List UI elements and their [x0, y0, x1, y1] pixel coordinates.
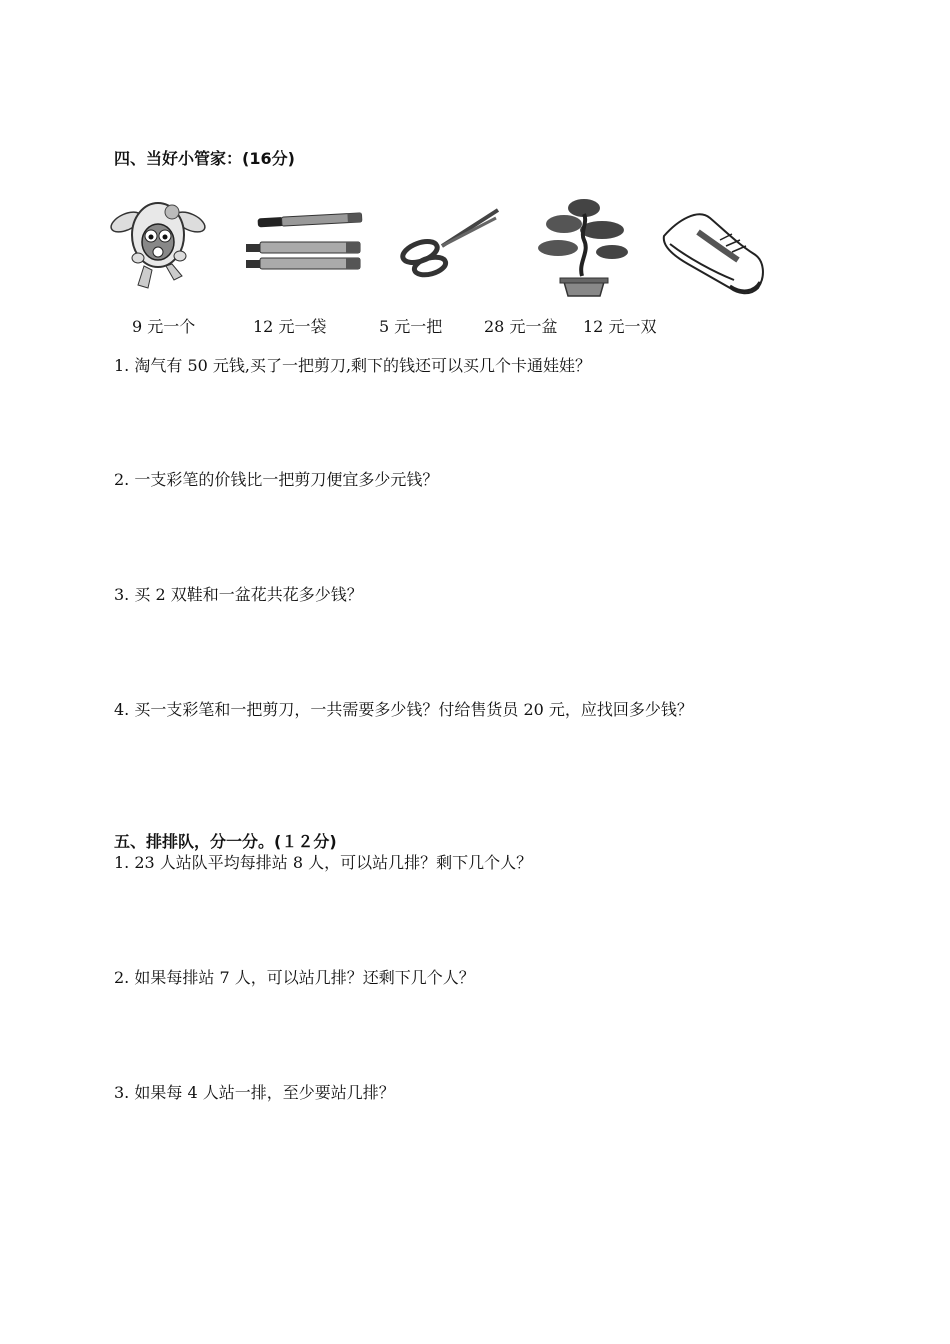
- cartoon-doll-icon: [108, 190, 208, 300]
- shoe-icon: [658, 200, 770, 298]
- section-5-heading: 五、排排队，分一分。(１２分): [114, 832, 337, 851]
- question-text: 1. 淘气有 50 元钱,买了一把剪刀,剩下的钱还可以买几个卡通娃娃？: [114, 356, 592, 375]
- question-text: 4. 买一支彩笔和一把剪刀，一共需要多少钱？付给售货员 20 元，应找回多少钱？: [114, 700, 693, 719]
- price-label: 5 元一把: [379, 317, 443, 336]
- bonsai-icon: [534, 196, 634, 300]
- section-4-heading: 四、当好小管家：(16分): [114, 149, 295, 168]
- price-label: 12 元一双: [583, 317, 657, 336]
- marker-pens-icon: [238, 206, 368, 280]
- price-label: 9 元一个: [132, 317, 196, 336]
- question-text: 1. 23 人站队平均每排站 8 人，可以站几排？剩下几个人？: [114, 853, 533, 872]
- question-text: 3. 如果每 4 人站一排，至少要站几排？: [114, 1083, 395, 1102]
- price-label: 28 元一盆: [484, 317, 558, 336]
- question-text: 2. 如果每排站 7 人，可以站几排？还剩下几个人？: [114, 968, 475, 987]
- question-text: 3. 买 2 双鞋和一盆花共花多少钱？: [114, 585, 363, 604]
- question-text: 2. 一支彩笔的价钱比一把剪刀便宜多少元钱？: [114, 470, 439, 489]
- scissors-icon: [398, 206, 502, 278]
- price-label: 12 元一袋: [253, 317, 327, 336]
